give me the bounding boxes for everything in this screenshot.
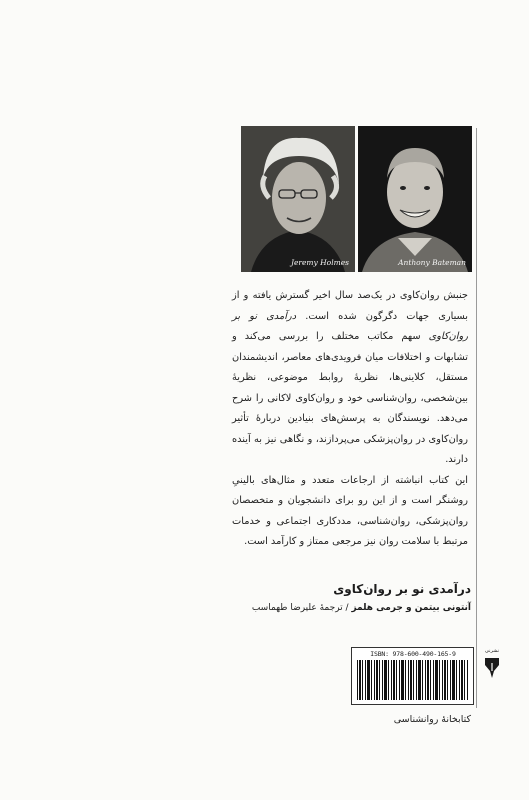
translator-credit: ترجمهٔ علیرضا طهماسب (251, 603, 343, 613)
blurb-line: اختلافات میان فرویدی‌های معاصر، اندیشمندان مستقل، (232, 351, 468, 383)
blurb-line: روشنگر است و از این رو برای دانشجویان و متخصصان (232, 495, 468, 506)
author-names: آنتونی بیتمن و جرمی هلمز (351, 603, 471, 613)
portrait-jeremy-holmes (241, 126, 355, 272)
isbn-barcode (351, 647, 474, 705)
spine-divider-line (476, 128, 477, 708)
series-name: کتابخانهٔ روانشناسی (393, 714, 471, 725)
publisher-logo (483, 648, 501, 679)
photo-caption: Anthony Bateman (398, 258, 466, 267)
blurb-line: جنبش روان‌کاوی در یک‌صد سال اخیر گسترش یافته و از (232, 290, 468, 301)
blurb-book-title: درآمدی نو بر روان‌کاوی (232, 310, 468, 342)
publisher-label: نشرنی (484, 648, 500, 654)
blurb-line: سهم مکاتب مختلف را بررسی می‌کند و تشابهات و (232, 331, 468, 363)
blurb-line: نویسندگان به پرسش‌های بنیادین دربارهٔ تأثیر روان‌کاوی در (232, 413, 468, 445)
photo-caption: Jeremy Holmes (290, 258, 349, 267)
blurb-line: روان‌شناسی خود و روان‌کاوی لاکانی را شرح می‌دهد. (232, 392, 468, 424)
blurb-line: روان‌پزشکی می‌پردازند، و نگاهی نیز به آینده دارند. (232, 433, 468, 465)
back-cover-blurb (232, 286, 468, 553)
book-title: درآمدی نو بر روان‌کاوی (333, 582, 471, 596)
portrait-anthony-bateman (358, 126, 472, 272)
blurb-line: روان‌پزشکی، روان‌شناسی، مددکاری اجتماعی و خدمات (232, 515, 468, 527)
blurb-line: این کتاب انباشته از ارجاعات متعدد و مثال‌های بالینیِ (232, 474, 468, 486)
blurb-line: کلاینی‌ها، نظریهٔ روابط موضوعی، نظریهٔ بین‌شخصی، (232, 372, 468, 404)
barcode-bars (357, 660, 469, 700)
isbn-number: ISBN: 978-600-490-165-9 (370, 650, 456, 658)
blurb-paragraph-2 (232, 471, 468, 553)
author-credit (252, 603, 471, 613)
credit-separator: / (342, 603, 352, 613)
blurb-paragraph-1 (232, 286, 468, 471)
blurb-line: بسیاری جهات دگرگون شده است. (305, 310, 468, 322)
reed-pen-icon (484, 657, 500, 679)
author-photo-jeremy-holmes (241, 126, 355, 272)
blurb-line: مرتبط با سلامت روان نیز مرجعی ممتاز و کارآمد است. (244, 536, 468, 547)
author-photo-anthony-bateman (358, 126, 472, 272)
